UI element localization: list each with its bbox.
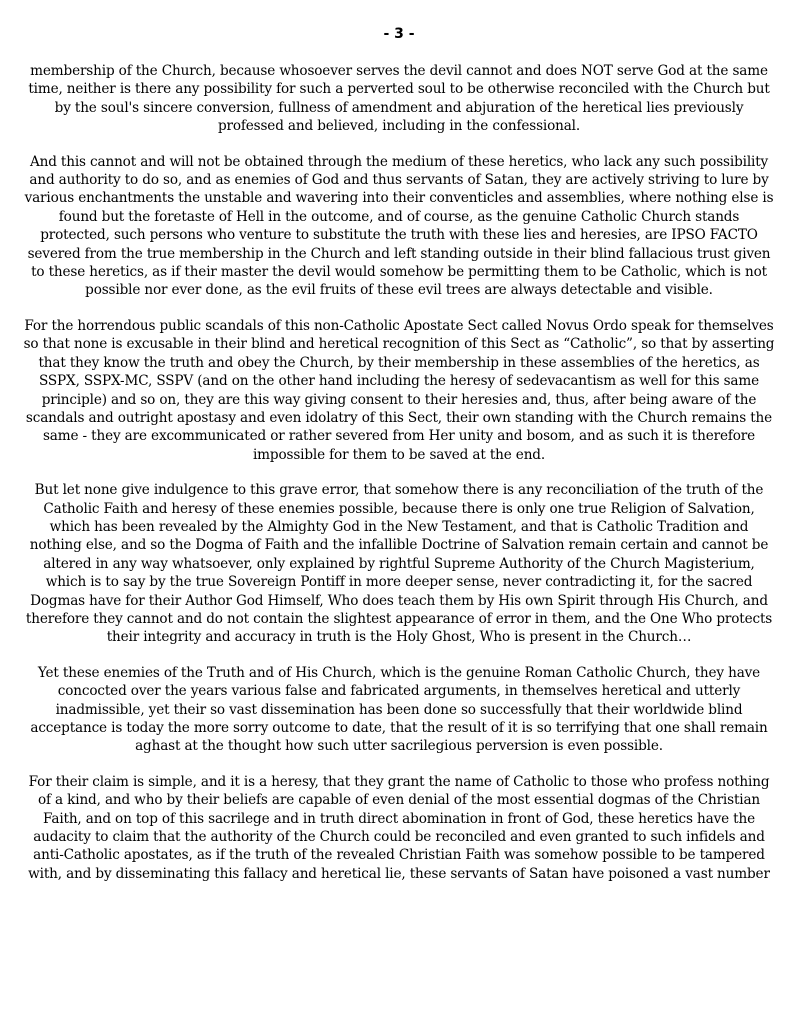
paragraph-3: For the horrendous public scandals of this non-Catholic Apostate Sect called Novus Ordo speak for themselves so that none is excusable in their blind and heretical recognition of this Sect as “Catholic”, so that by asserting that they know the truth and obey the Church, by their membership in these assemblies of the heretics, as SSPX, SSPX-MC, SSPV (and on the other hand including the heresy of sedevacantism as well for this same principle) and so on, they are this way giving consent to their heresies and, thus, after being aware of the scandals and outright apostasy and even idolatry of this Sect, their own standing with the Church remains the same - they are excommunicated or rather severed from Her unity and bosom, and as such it is therefore impossible for them to be saved at the end. (23, 317, 775, 463)
paragraph-2: And this cannot and will not be obtained through the medium of these heretics, who lack any such possibility and authority to do so, and as enemies of God and thus servants of Satan, they are actively striving to lure by various enchantments the unstable and wavering into their conventicles and assemblies, where nothing else is found but the foretaste of Hell in the outcome, and of course, as the genuine Catholic Church stands protected, such persons who venture to substitute the truth with these lies and heresies, are IPSO FACTO severed from the true membership in the Church and left standing outside in their blind fallacious trust given to these heretics, as if their master the devil would somehow be permitting them to be Catholic, which is not possible nor ever done, as the evil fruits of these evil trees are always detectable and visible. (24, 153, 774, 299)
document-page (22, 24, 776, 900)
paragraph-5: Yet these enemies of the Truth and of His Church, which is the genuine Roman Catholic Church, they have concocted over the years various false and fabricated arguments, in themselves heretical and utterly inadmissible, yet their so vast dissemination has been done so successfully that their worldwide blind acceptance is today the more sorry outcome to date, that the result of it is so terrifying that one shall remain aghast at the thought how such utter sacrilegious perversion is even possible. (30, 664, 768, 755)
page-number: - 3 - (383, 26, 415, 42)
paragraph-1: membership of the Church, because whosoever serves the devil cannot and does NOT serve God at the same time, neither is there any possibility for such a perverted soul to be otherwise reconciled with the Church but by the soul's sincere conversion, fullness of amendment and abjuration of the heretical lies previously professed and believed, including in the confessional. (28, 63, 770, 135)
paragraph-6: For their claim is simple, and it is a heresy, that they grant the name of Catholic to those who profess nothing of a kind, and who by their beliefs are capable of even denial of the most essential dogmas of the Christian Faith, and on top of this sacrilege and in truth direct abomination in front of God, these heretics have the audacity to claim that the authority of the Church could be reconciled and even granted to such infidels and anti-Catholic apostates, as if the truth of the revealed Christian Faith was somehow possible to be tampered with, and by disseminating this fallacy and heretical lie, these servants of Satan have poisoned a vast number (28, 773, 770, 882)
paragraph-4: But let none give indulgence to this grave error, that somehow there is any reconciliation of the truth of the Catholic Faith and heresy of these enemies possible, because there is only one true Religion of Salvation, which has been revealed by the Almighty God in the New Testament, and that is Catholic Tradition and nothing else, and so the Dogma of Faith and the infallible Doctrine of Salvation remain certain and cannot be altered in any way whatsoever, only explained by rightful Supreme Authority of the Church Magisterium, which is to say by the true Sovereign Pontiff in more deeper sense, never contradicting it, for the sacred Dogmas have for their Author God Himself, Who does teach them by His own Spirit through His Church, and therefore they cannot and do not contain the slightest appearance of error in them, and the One Who protects their integrity and accuracy in truth is the Holy Ghost, Who is present in the Church… (25, 482, 773, 646)
